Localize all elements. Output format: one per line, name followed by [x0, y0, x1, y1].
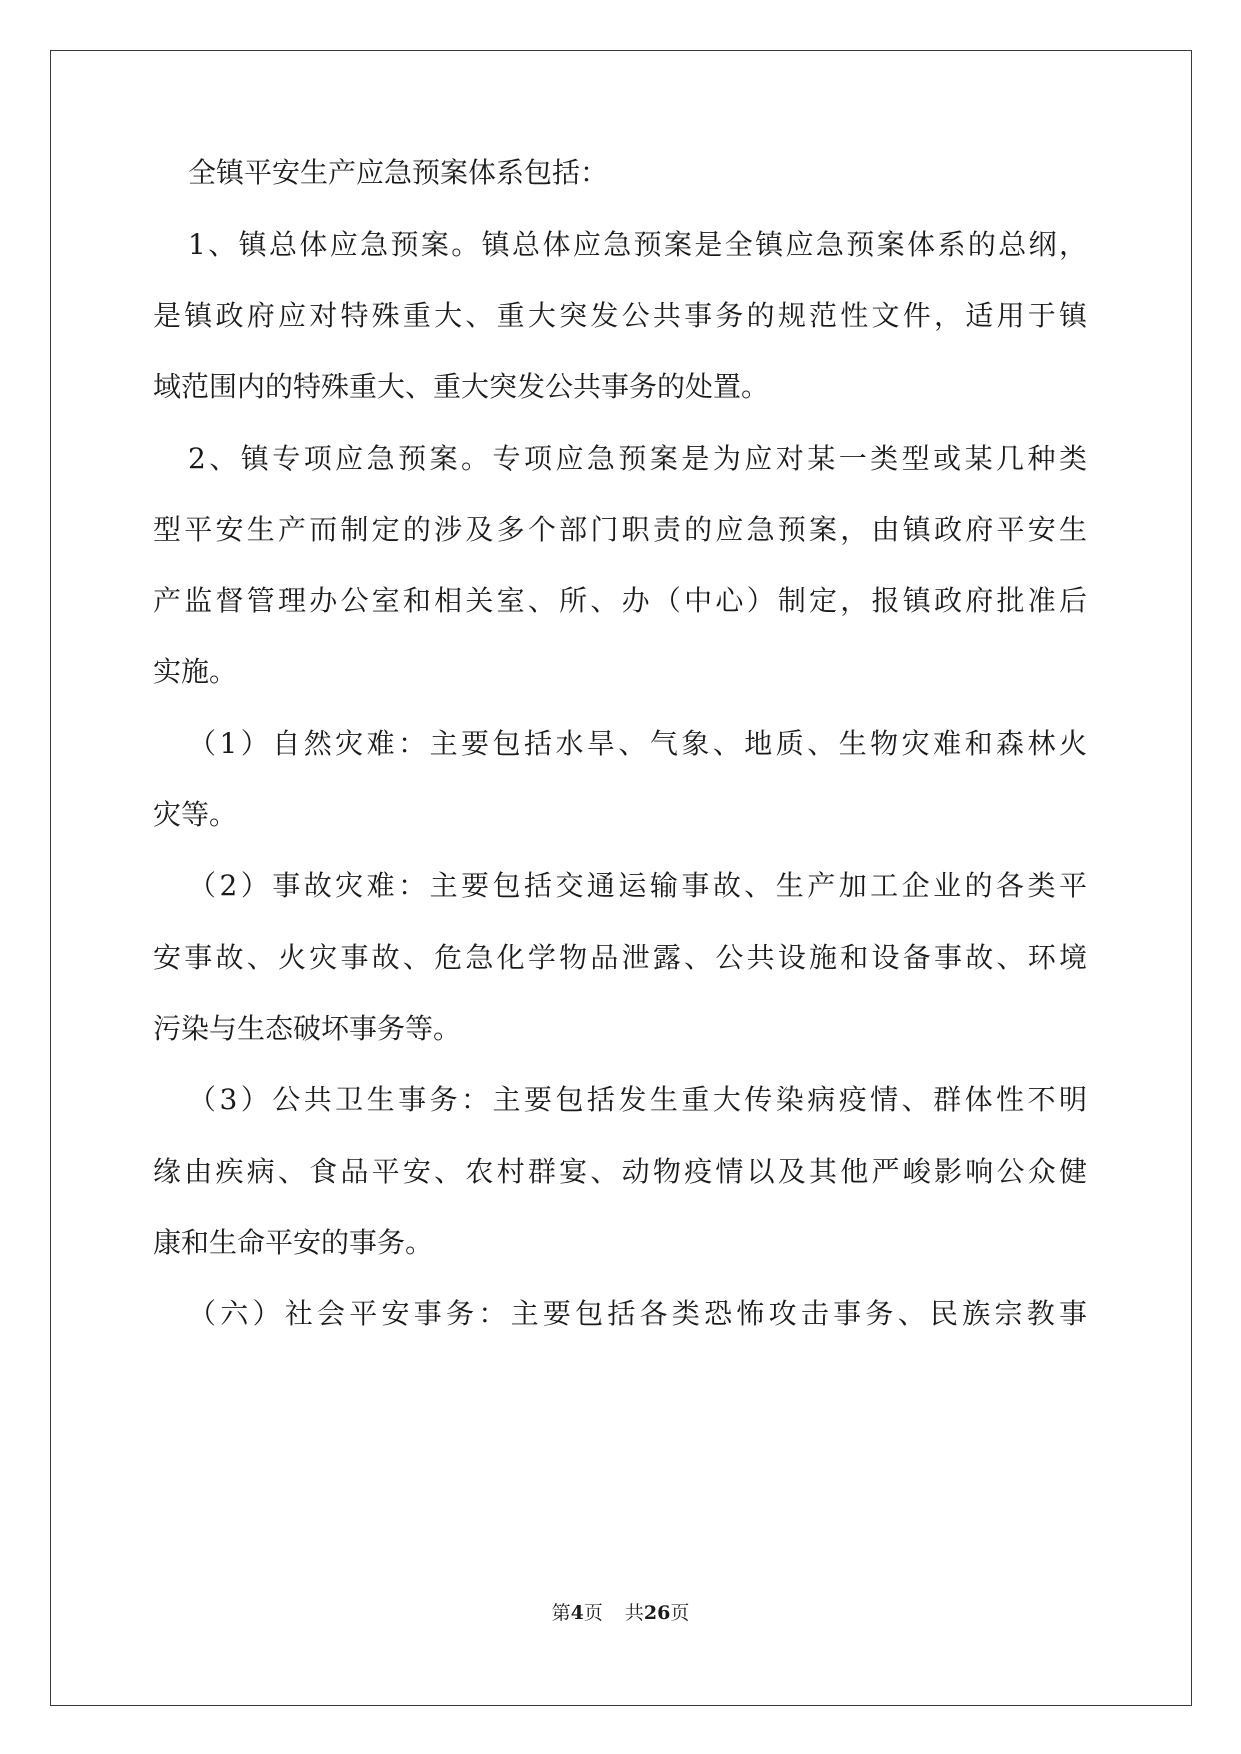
item-6-line-1: （六）社会平安事务：主要包括各类恐怖攻击事务、民族宗教事 [188, 1297, 1087, 1330]
total-pages: 26 [643, 1602, 671, 1624]
paragraph-2-line-2: 型平安生产而制定的涉及多个部门职责的应急预案，由镇政府平安生 [153, 513, 1087, 546]
paragraph-2-line-3: 产监督管理办公室和相关室、所、办（中心）制定，报镇政府批准后 [153, 584, 1087, 617]
paragraph-1-line-1: 1、镇总体应急预案。镇总体应急预案是全镇应急预案体系的总纲， [188, 228, 1087, 261]
page-suffix: 页 [583, 1602, 603, 1624]
page-footer [0, 1601, 1241, 1625]
item-1-line-2: 灾等。 [153, 798, 238, 831]
paragraph-1-line-3: 域范围内的特殊重大、重大突发公共事务的处置。 [153, 370, 770, 403]
page-prefix: 第 [551, 1602, 571, 1624]
item-3-line-2: 缘由疾病、食品平安、农村群宴、动物疫情以及其他严峻影响公众健 [153, 1155, 1087, 1188]
total-prefix: 共 [624, 1602, 644, 1624]
paragraph-1-line-2: 是镇政府应对特殊重大、重大突发公共事务的规范性文件，适用于镇 [153, 299, 1087, 332]
item-2-line-1: （2）事故灾难：主要包括交通运输事故、生产加工企业的各类平 [188, 869, 1087, 902]
paragraph-intro: 全镇平安生产应急预案体系包括： [188, 156, 609, 189]
paragraph-2-line-4: 实施。 [153, 655, 238, 688]
item-1-line-1: （1）自然灾难：主要包括水旱、气象、地质、生物灾难和森林火 [188, 727, 1087, 760]
item-3-line-1: （3）公共卫生事务：主要包括发生重大传染病疫情、群体性不明 [188, 1083, 1087, 1116]
total-suffix: 页 [670, 1602, 690, 1624]
paragraph-2-line-1: 2、镇专项应急预案。专项应急预案是为应对某一类型或某几种类 [188, 442, 1087, 475]
item-3-line-3: 康和生命平安的事务。 [153, 1226, 434, 1259]
page-number: 4 [570, 1602, 584, 1624]
item-2-line-3: 污染与生态破坏事务等。 [153, 1012, 462, 1045]
item-2-line-2: 安事故、火灾事故、危急化学物品泄露、公共设施和设备事故、环境 [153, 941, 1087, 974]
